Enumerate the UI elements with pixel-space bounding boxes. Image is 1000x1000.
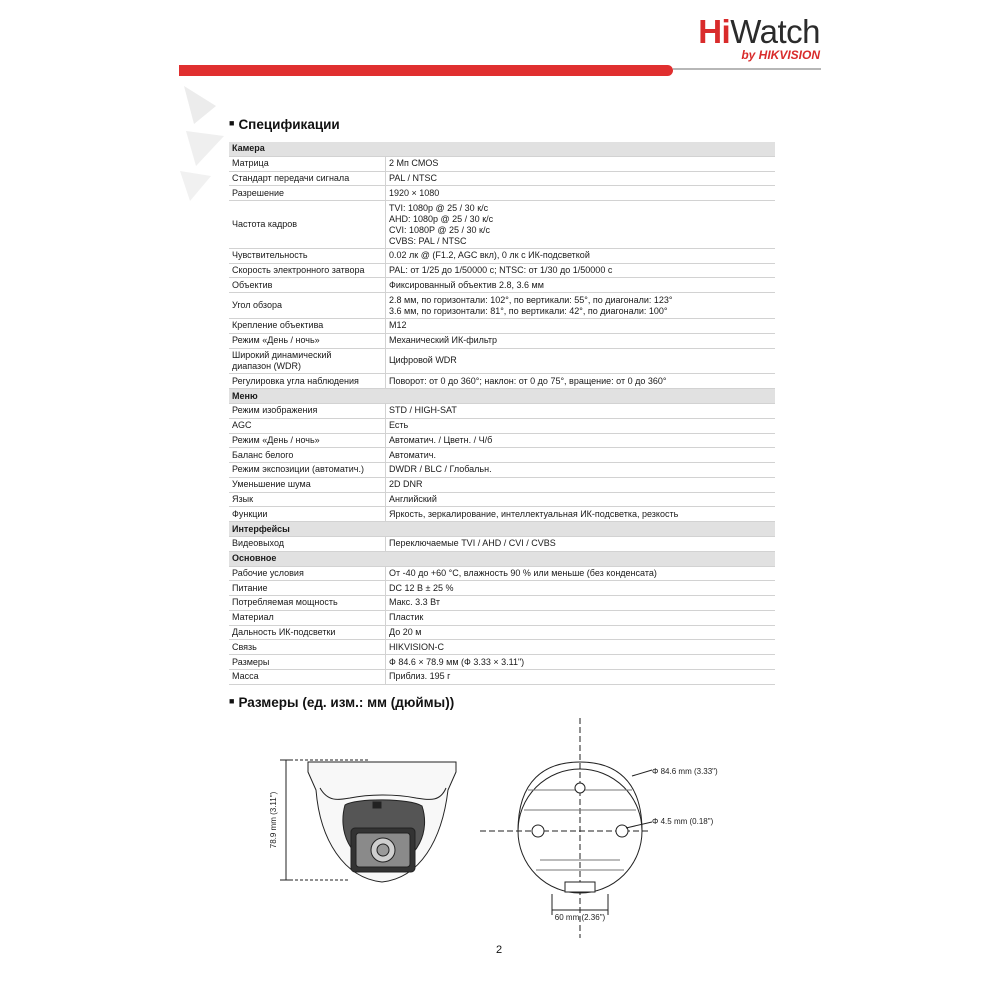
spec-row bbox=[229, 670, 775, 685]
spec-key: Объектив bbox=[229, 278, 386, 293]
spec-key: Баланс белого bbox=[229, 448, 386, 463]
header-grey-line bbox=[673, 68, 821, 70]
spec-row bbox=[229, 186, 775, 201]
spec-value: Автоматич. bbox=[386, 448, 776, 463]
spacing-label: 60 mm (2.36") bbox=[554, 913, 606, 922]
spec-row bbox=[229, 655, 775, 670]
page-number: 2 bbox=[496, 944, 503, 956]
spec-key: Частота кадров bbox=[229, 201, 386, 249]
spec-key: Угол обзора bbox=[229, 293, 386, 319]
spec-row bbox=[229, 492, 775, 507]
spec-row bbox=[229, 171, 775, 186]
spec-value: Яркость, зеркалирование, интеллектуальная ИК-подсветка, резкость bbox=[386, 507, 776, 522]
spec-row bbox=[229, 596, 775, 611]
spec-value: M12 bbox=[386, 319, 776, 334]
hole-label: Φ 4.5 mm (0.18") bbox=[652, 817, 714, 826]
spec-value: Поворот: от 0 до 360°; наклон: от 0 до 75°, вращение: от 0 до 360° bbox=[386, 374, 776, 389]
brand-name-watch: Watch bbox=[730, 13, 820, 50]
spec-value: До 20 м bbox=[386, 625, 776, 640]
brand-name bbox=[698, 14, 820, 50]
spec-row bbox=[229, 463, 775, 478]
spec-category-label: Камера bbox=[229, 142, 775, 156]
spec-row bbox=[229, 477, 775, 492]
header-red-bar bbox=[179, 65, 673, 76]
spec-value: Переключаемые TVI / AHD / CVI / CVBS bbox=[386, 536, 776, 551]
spec-key: Размеры bbox=[229, 655, 386, 670]
spec-row bbox=[229, 319, 775, 334]
spec-key: Рабочие условия bbox=[229, 566, 386, 581]
spec-row bbox=[229, 333, 775, 348]
spec-value: 1920 × 1080 bbox=[386, 186, 776, 201]
spec-row bbox=[229, 293, 775, 319]
spec-value: PAL / NTSC bbox=[386, 171, 776, 186]
spec-category-label: Основное bbox=[229, 551, 775, 566]
spec-row bbox=[229, 566, 775, 581]
spec-key: Разрешение bbox=[229, 186, 386, 201]
spec-row bbox=[229, 536, 775, 551]
spec-key: Крепление объектива bbox=[229, 319, 386, 334]
spec-value: Приблиз. 195 г bbox=[386, 670, 776, 685]
spec-value: Цифровой WDR bbox=[386, 348, 776, 374]
spec-row bbox=[229, 433, 775, 448]
spec-category-row bbox=[229, 142, 775, 156]
spec-key: Видеовыход bbox=[229, 536, 386, 551]
spec-row bbox=[229, 248, 775, 263]
spec-key: Матрица bbox=[229, 156, 386, 171]
spec-category-label: Интерфейсы bbox=[229, 522, 775, 537]
spec-value: Есть bbox=[386, 418, 776, 433]
spec-key: Стандарт передачи сигнала bbox=[229, 171, 386, 186]
spec-row bbox=[229, 610, 775, 625]
specs-heading-text: Спецификации bbox=[238, 117, 340, 132]
spec-value: 2D DNR bbox=[386, 477, 776, 492]
spec-value: 2.8 мм, по горизонтали: 102°, по вертикали: 55°, по диагонали: 123° 3.6 мм, по горизонтали: 81°, по вертикали: 42°, по диагонали: 100° bbox=[386, 293, 776, 319]
spec-key: Потребляемая мощность bbox=[229, 596, 386, 611]
spec-row bbox=[229, 581, 775, 596]
spec-key: Режим экспозиции (автоматич.) bbox=[229, 463, 386, 478]
spec-row bbox=[229, 448, 775, 463]
spec-key: Скорость электронного затвора bbox=[229, 263, 386, 278]
spec-row bbox=[229, 201, 775, 249]
dimension-drawing bbox=[260, 710, 740, 940]
spec-key: Дальность ИК-подсветки bbox=[229, 625, 386, 640]
spec-value: DWDR / BLC / Глобальн. bbox=[386, 463, 776, 478]
spec-key: Режим «День / ночь» bbox=[229, 333, 386, 348]
spec-value: 2 Мп CMOS bbox=[386, 156, 776, 171]
decorative-watermark bbox=[176, 76, 236, 206]
spec-key: Режим «День / ночь» bbox=[229, 433, 386, 448]
spec-row bbox=[229, 640, 775, 655]
spec-value: STD / HIGH-SAT bbox=[386, 403, 776, 418]
spec-row bbox=[229, 374, 775, 389]
spec-key: AGC bbox=[229, 418, 386, 433]
spec-row bbox=[229, 403, 775, 418]
spec-row bbox=[229, 348, 775, 374]
spec-row bbox=[229, 418, 775, 433]
spec-value: Пластик bbox=[386, 610, 776, 625]
spec-value: Макс. 3.3 Вт bbox=[386, 596, 776, 611]
spec-value: 0.02 лк @ (F1.2, AGC вкл), 0 лк с ИК-подсветкой bbox=[386, 248, 776, 263]
diameter-label: Φ 84.6 mm (3.33") bbox=[652, 767, 718, 776]
spec-value: HIKVISION-C bbox=[386, 640, 776, 655]
spec-key: Масса bbox=[229, 670, 386, 685]
specs-heading: ■ Спецификации bbox=[229, 117, 340, 132]
spec-value: Ф 84.6 × 78.9 мм (Ф 3.33 × 3.11") bbox=[386, 655, 776, 670]
spec-row bbox=[229, 507, 775, 522]
spec-table bbox=[229, 142, 775, 685]
spec-key: Широкий динамический диапазон (WDR) bbox=[229, 348, 386, 374]
spec-key: Связь bbox=[229, 640, 386, 655]
spec-row bbox=[229, 263, 775, 278]
spec-value: Автоматич. / Цветн. / Ч/б bbox=[386, 433, 776, 448]
spec-value: PAL: от 1/25 до 1/50000 с; NTSC: от 1/30 до 1/50000 с bbox=[386, 263, 776, 278]
spec-key: Регулировка угла наблюдения bbox=[229, 374, 386, 389]
spec-key: Материал bbox=[229, 610, 386, 625]
brand-logo bbox=[698, 14, 820, 62]
brand-subtitle: by HIKVISION bbox=[741, 48, 820, 62]
dimensions-heading-text: Размеры (ед. изм.: мм (дюймы)) bbox=[238, 695, 455, 710]
spec-value: Фиксированный объектив 2.8, 3.6 мм bbox=[386, 278, 776, 293]
spec-value: Английский bbox=[386, 492, 776, 507]
spec-key: Режим изображения bbox=[229, 403, 386, 418]
spec-category-row bbox=[229, 389, 775, 404]
spec-category-label: Меню bbox=[229, 389, 775, 404]
spec-row bbox=[229, 278, 775, 293]
spec-row bbox=[229, 625, 775, 640]
bottom-view bbox=[480, 718, 652, 938]
spec-value: TVI: 1080p @ 25 / 30 к/с AHD: 1080p @ 25 / 30 к/с CVI: 1080P @ 25 / 30 к/с CVBS: PAL / NTSC bbox=[386, 201, 776, 249]
spec-key: Чувствительность bbox=[229, 248, 386, 263]
side-view bbox=[280, 760, 456, 882]
spec-key: Язык bbox=[229, 492, 386, 507]
spec-value: От -40 до +60 °С, влажность 90 % или меньше (без конденсата) bbox=[386, 566, 776, 581]
spec-key: Функции bbox=[229, 507, 386, 522]
spec-key: Питание bbox=[229, 581, 386, 596]
spec-key: Уменьшение шума bbox=[229, 477, 386, 492]
spec-value: DC 12 В ± 25 % bbox=[386, 581, 776, 596]
spec-row bbox=[229, 156, 775, 171]
spec-value: Механический ИК-фильтр bbox=[386, 333, 776, 348]
dimensions-heading: ■ Размеры (ед. изм.: мм (дюймы)) bbox=[229, 695, 455, 710]
spec-category-row bbox=[229, 522, 775, 537]
spec-category-row bbox=[229, 551, 775, 566]
brand-name-hi: Hi bbox=[698, 13, 731, 50]
height-label: 78.9 mm (3.11") bbox=[269, 791, 278, 849]
